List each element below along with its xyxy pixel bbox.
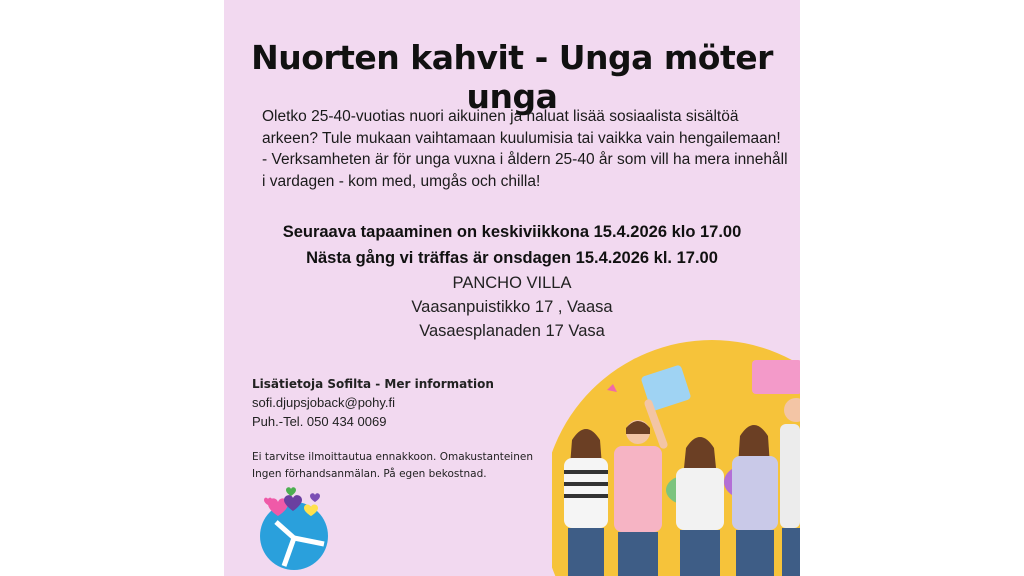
hearts-logo-icon [254,486,334,572]
venue-name: PANCHO VILLA [452,274,572,292]
contact-phone: Puh.-Tel. 050 434 0069 [252,414,387,429]
contact-block [252,375,552,431]
contact-email: sofi.djupsjoback@pohy.fi [252,395,396,410]
address-finnish: Vaasanpuistikko 17 , Vaasa [411,298,613,316]
poster-title: Nuorten kahvit - Unga möter unga [251,38,773,116]
note-finnish: Ei tarvitse ilmoittautua ennakkoon. Omakustanteinen [252,451,533,463]
note-swedish: Ingen förhandsanmälan. På egen bekostnad. [252,468,487,480]
contact-heading: Lisätietoja Sofilta - Mer information [252,377,494,391]
next-meeting-swedish: Nästa gång vi träffas är onsdagen 15.4.2026 kl. 17.00 [306,249,718,267]
poster [224,0,800,576]
intro-finnish: Oletko 25-40-vuotias nuori aikuinen ja haluat lisää sosiaalista sisältöä arkeen? Tule mukaan vaihtamaan kuulumisia tai vaikka vain hengailemaan! [262,108,781,147]
group-photo-icon [552,340,800,576]
intro-swedish: - Verksamheten är för unga vuxna i åldern 25-40 år som vill ha mera innehåll i vardagen - kom med, umgås och chilla! [262,151,788,190]
next-meeting-finnish: Seuraava tapaaminen on keskiviikkona 15.4.2026 klo 17.00 [282,223,742,241]
meeting-info [224,219,800,343]
intro-text [262,106,792,192]
registration-note [252,449,572,483]
address-swedish: Vasaesplanaden 17 Vasa [419,322,605,340]
